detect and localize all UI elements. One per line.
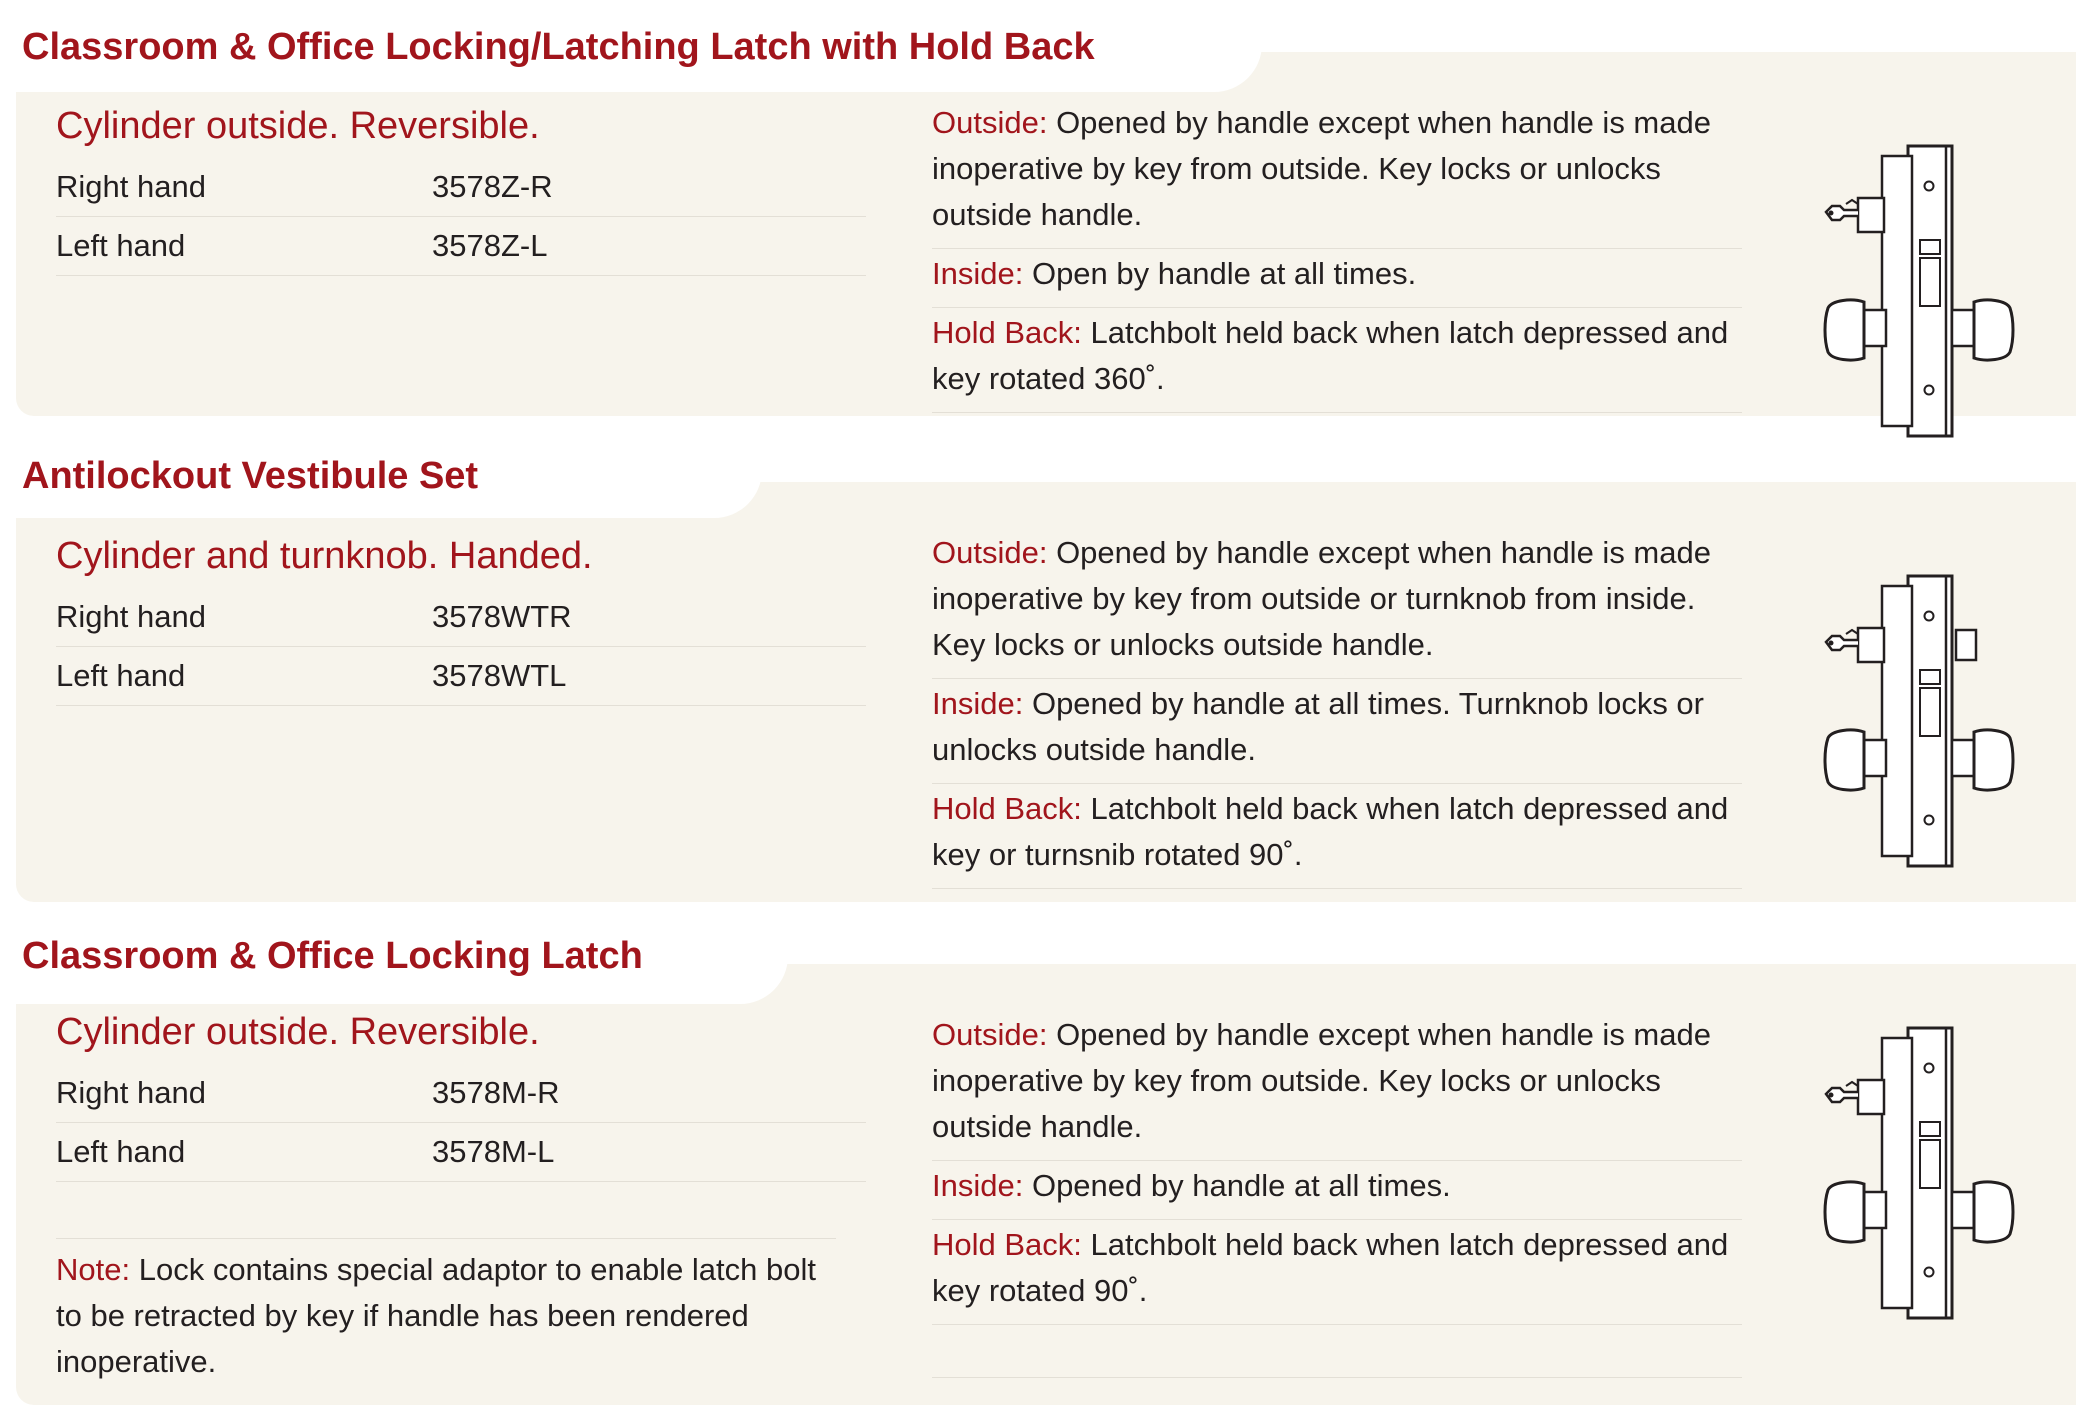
hold-back-description [932, 784, 1742, 889]
mortise-lock-diagram-icon [1822, 1022, 2022, 1322]
hand-label: Left hand [56, 658, 186, 693]
inside-label: Inside: [932, 686, 1024, 721]
hand-label: Right hand [56, 169, 206, 204]
model-list [56, 158, 866, 276]
hold-back-description [932, 308, 1742, 413]
model-row [56, 647, 866, 706]
hold-back-description [932, 1220, 1742, 1325]
model-row [56, 1123, 866, 1182]
note [56, 1238, 836, 1385]
section-locking-latch [16, 924, 2076, 1405]
outside-text: Opened by handle except when handle is made inoperative by key from outside or turnknob from inside. Key locks or unlocks outside handle. [932, 535, 1711, 662]
function-description [932, 1010, 1742, 1378]
function-subtitle: Cylinder and turnknob. Handed. [56, 535, 593, 577]
section-title-tab [16, 438, 762, 518]
inside-description [932, 1161, 1742, 1220]
hold-back-label: Hold Back: [932, 1227, 1082, 1262]
section-title: Classroom & Office Locking/Latching Latch with Hold Back [22, 26, 1095, 68]
model-row [56, 1064, 866, 1123]
model-row [56, 158, 866, 217]
function-subtitle: Cylinder outside. Reversible. [56, 1011, 540, 1053]
function-description [932, 528, 1742, 889]
mortise-lock-diagram-icon [1822, 140, 2022, 440]
hold-back-label: Hold Back: [932, 791, 1082, 826]
model-row [56, 588, 866, 647]
outside-text: Opened by handle except when handle is made inoperative by key from outside. Key locks or unlocks outside handle. [932, 105, 1711, 232]
hand-label: Right hand [56, 1075, 206, 1110]
outside-text: Opened by handle except when handle is made inoperative by key from outside. Key locks or unlocks outside handle. [932, 1017, 1711, 1144]
mortise-lock-turnknob-diagram-icon [1822, 570, 2022, 870]
outside-description [932, 98, 1742, 249]
hand-label: Left hand [56, 1134, 186, 1169]
model-code: 3578M-L [432, 1134, 555, 1169]
section-antilockout-vestibule [16, 438, 2076, 902]
outside-label: Outside: [932, 535, 1048, 570]
note-label: Note: [56, 1252, 131, 1287]
model-code: 3578WTR [432, 599, 572, 634]
hold-back-text: Latchbolt held back when latch depressed and key rotated 90˚. [932, 1227, 1729, 1308]
model-list [56, 588, 866, 706]
inside-text: Opened by handle at all times. Turnknob locks or unlocks outside handle. [932, 686, 1704, 767]
section-title-tab [16, 8, 1262, 92]
inside-label: Inside: [932, 1168, 1024, 1203]
inside-description [932, 679, 1742, 784]
section-title-tab [16, 924, 788, 1004]
hand-label: Right hand [56, 599, 206, 634]
function-description [932, 98, 1742, 413]
outside-label: Outside: [932, 1017, 1048, 1052]
inside-label: Inside: [932, 256, 1024, 291]
model-code: 3578Z-L [432, 228, 548, 263]
model-code: 3578M-R [432, 1075, 560, 1110]
model-code: 3578WTL [432, 658, 567, 693]
section-hold-back-latch [16, 8, 2076, 416]
model-row [56, 217, 866, 276]
model-code: 3578Z-R [432, 169, 553, 204]
outside-description [932, 1010, 1742, 1161]
hold-back-label: Hold Back: [932, 315, 1082, 350]
hand-label: Left hand [56, 228, 186, 263]
section-title: Classroom & Office Locking Latch [22, 935, 643, 977]
section-title: Antilockout Vestibule Set [22, 455, 479, 497]
hold-back-text: Latchbolt held back when latch depressed and key or turnsnib rotated 90˚. [932, 791, 1729, 872]
hold-back-text: Latchbolt held back when latch depressed and key rotated 360˚. [932, 315, 1729, 396]
outside-description [932, 528, 1742, 679]
inside-text: Open by handle at all times. [1023, 256, 1417, 291]
outside-label: Outside: [932, 105, 1048, 140]
inside-text: Opened by handle at all times. [1023, 1168, 1451, 1203]
model-list [56, 1064, 866, 1182]
inside-description [932, 249, 1742, 308]
note-text: Lock contains special adaptor to enable latch bolt to be retracted by key if handle has been rendered inoperative. [56, 1252, 816, 1379]
function-subtitle: Cylinder outside. Reversible. [56, 105, 540, 147]
spacer-row [932, 1325, 1742, 1378]
